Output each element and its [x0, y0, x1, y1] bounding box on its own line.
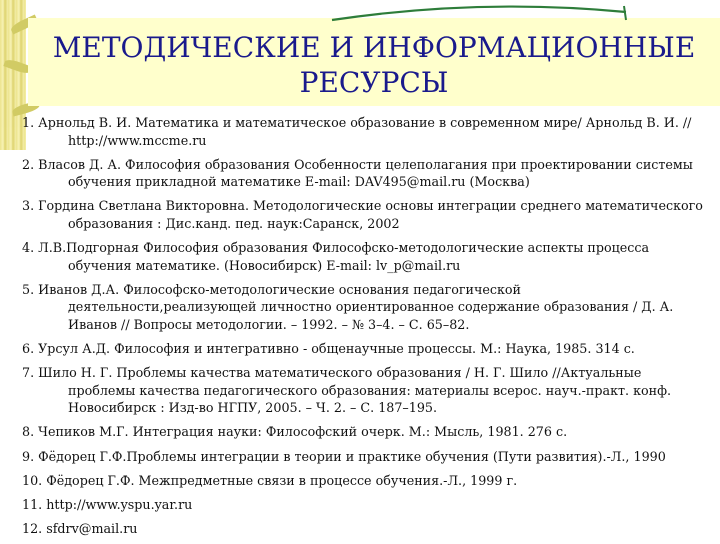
slide-title: МЕТОДИЧЕСКИЕ И ИНФОРМАЦИОННЫЕ РЕСУРСЫ — [52, 31, 696, 99]
reference-item: 10. Фёдорец Г.Ф. Межпредметные связи в процессе обучения.-Л., 1999 г. — [22, 472, 518, 488]
reference-item: 11. http://www.yspu.yar.ru — [22, 496, 193, 512]
reference-item: 9. Фёдорец Г.Ф.Проблемы интеграции в теории и практике обучения (Пути развития).-Л., 1990 — [22, 448, 666, 464]
reference-item: 5. Иванов Д.А. Философско-методологические основания педагогической деятельности,реализующей личностно ориентированное содержание образования / Д. А. Иванов // Вопросы методологии. – 1992. – № 3–4. – С. 65–82. — [22, 281, 674, 332]
reference-item: 8. Чепиков М.Г. Интеграция науки: Философский очерк. М.: Мысль, 1981. 276 с. — [22, 424, 568, 440]
reference-item: 7. Шило Н. Г. Проблемы качества математического образования / Н. Г. Шило //Актуальные проблемы качества педагогического образования: материалы всерос. науч.-практ. конф. Новосибирск : Изд-во НГПУ, 2005. – Ч. 2. – С. 187–195. — [22, 365, 672, 416]
reference-list — [22, 114, 712, 544]
decorative-swoosh — [330, 0, 630, 24]
reference-item: 1. Арнольд В. И. Математика и математическое образование в современном мире/ Арнольд В. И. // http://www.mccme.ru — [22, 115, 692, 148]
reference-item: 4. Л.В.Подгорная Философия образования Философско-методологические аспекты процесса обучения математике. (Новосибирск) E-mail: lv_p@mail.ru — [22, 240, 650, 273]
reference-item: 12. sfdrv@mail.ru — [22, 520, 138, 536]
reference-item: 2. Власов Д. А. Философия образования Особенности целеполагания при проектировании системы обучения прикладной математике E-mail: DAV495@mail.ru (Москва) — [22, 156, 693, 190]
reference-item: 3. Гордина Светлана Викторовна. Методологические основы интеграции среднего математического образования : Дис.канд. пед. наук:Саранск, 2002 — [22, 198, 703, 231]
reference-item: 6. Урсул А.Д. Философия и интегративно - общенаучные процессы. М.: Наука, 1985. 314 с. — [22, 341, 635, 357]
